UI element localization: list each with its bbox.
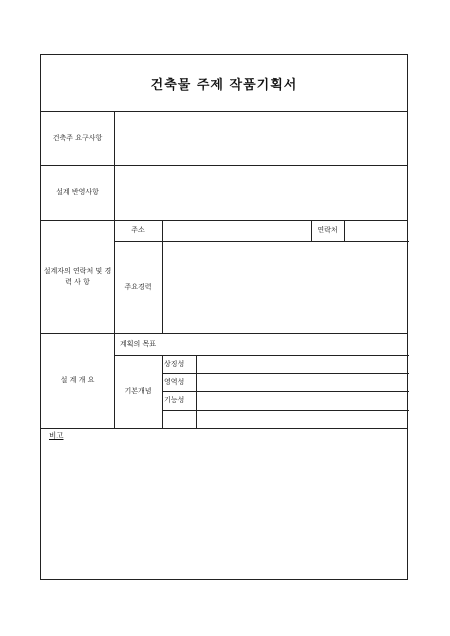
design-goal-label: 계획의 목표 [119,339,157,348]
design-reflection-label: 설계 반영사항 [56,188,99,196]
column-divider [196,355,197,428]
client-requirements-label: 건축주 요구사항 [52,133,103,142]
address-label: 주소 [131,226,145,234]
main-career-label: 주요경력 [124,282,152,291]
basic-concept-label: 기본개념 [124,387,152,395]
designer-contact-label: 설계자의 연락처 및 경 력 사 항 [43,266,112,286]
functionality-label: 기능성 [164,396,185,404]
remarks-label: 비고 [49,431,64,440]
symbolism-label: 상징성 [164,359,185,368]
column-divider [162,241,163,333]
domain-label: 영역성 [164,377,185,386]
row-divider [41,428,407,429]
design-overview-label: 설 계 개 요 [60,376,95,384]
contact-label: 연락처 [317,226,338,234]
form-title: 건축물 주제 작품기획서 [150,77,298,93]
planning-form [40,54,408,580]
row-divider [162,410,409,411]
title-row [41,55,407,112]
column-divider [344,220,345,241]
row-divider [162,373,409,374]
row-divider [162,391,409,392]
column-divider [162,220,163,241]
